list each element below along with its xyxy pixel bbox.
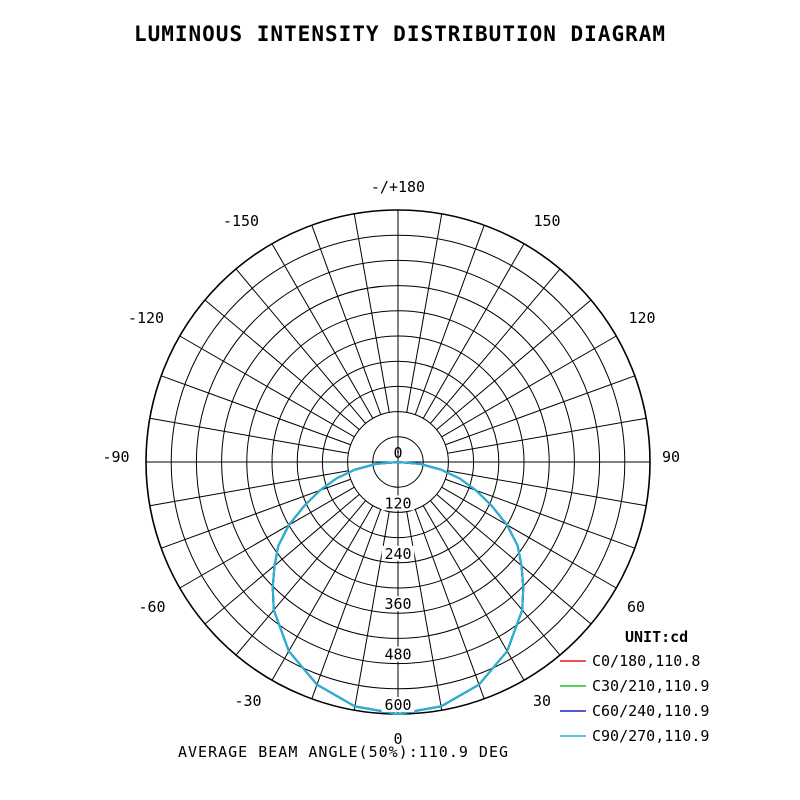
- grid-spoke: [415, 225, 484, 414]
- angle-label-r150: 150: [533, 212, 561, 230]
- grid-spoke: [423, 506, 524, 681]
- angle-label-top: -/+180: [370, 178, 426, 196]
- angle-label-l60: -60: [138, 598, 166, 616]
- legend-label: C90/270,110.9: [592, 727, 710, 745]
- legend-label: C60/240,110.9: [592, 702, 710, 720]
- radial-tick-label: 600: [384, 696, 412, 714]
- grid-spoke: [423, 244, 524, 419]
- grid-spoke: [442, 487, 617, 588]
- angle-label-r120: 120: [628, 309, 656, 327]
- grid-spoke: [161, 376, 350, 445]
- grid-spoke: [272, 506, 373, 681]
- angle-label-l30: -30: [234, 692, 262, 710]
- beam-angle-footer: AVERAGE BEAM ANGLE(50%):110.9 DEG: [178, 743, 510, 761]
- grid-spoke: [150, 418, 349, 453]
- grid-spoke: [415, 509, 484, 698]
- grid-spoke: [236, 269, 366, 423]
- angle-label-l90: -90: [102, 448, 130, 466]
- grid-spoke: [448, 471, 647, 506]
- radial-tick-label: 0: [393, 444, 403, 462]
- radial-tick-label: 360: [384, 595, 412, 614]
- grid-spoke: [150, 471, 349, 506]
- unit-label: UNIT:cd: [625, 628, 689, 646]
- grid-spoke: [312, 225, 381, 414]
- grid-spoke: [442, 336, 617, 437]
- radial-tick-label: 120: [384, 494, 412, 513]
- grid-spoke: [205, 300, 359, 430]
- grid-spoke: [272, 244, 373, 419]
- grid-spoke: [430, 501, 560, 655]
- chart-title: LUMINOUS INTENSITY DISTRIBUTION DIAGRAM: [133, 22, 667, 46]
- grid-spoke: [236, 501, 366, 655]
- grid-spoke: [437, 494, 591, 624]
- grid-spoke: [354, 214, 389, 413]
- legend: [560, 628, 709, 745]
- angle-label-r30: 30: [532, 692, 552, 710]
- radial-tick-label: 240: [384, 544, 412, 563]
- grid-spoke: [407, 214, 442, 413]
- legend-label: C30/210,110.9: [592, 677, 710, 695]
- grid-spoke: [205, 494, 359, 624]
- grid-spoke: [445, 376, 634, 445]
- grid-spoke: [180, 336, 355, 437]
- grid-spoke: [430, 269, 560, 423]
- angle-label-l150: -150: [222, 212, 260, 230]
- radial-tick-label: 480: [384, 645, 412, 664]
- angle-label-r60: 60: [626, 598, 646, 616]
- legend-label: C0/180,110.8: [592, 652, 701, 670]
- grid-spoke: [437, 300, 591, 430]
- grid-spoke: [448, 418, 647, 453]
- angle-label-l120: -120: [127, 309, 165, 327]
- grid-spoke: [180, 487, 355, 588]
- angle-label-r90: 90: [661, 448, 681, 466]
- angle-label-bottom: 0: [393, 730, 403, 748]
- grid-spoke: [312, 509, 381, 698]
